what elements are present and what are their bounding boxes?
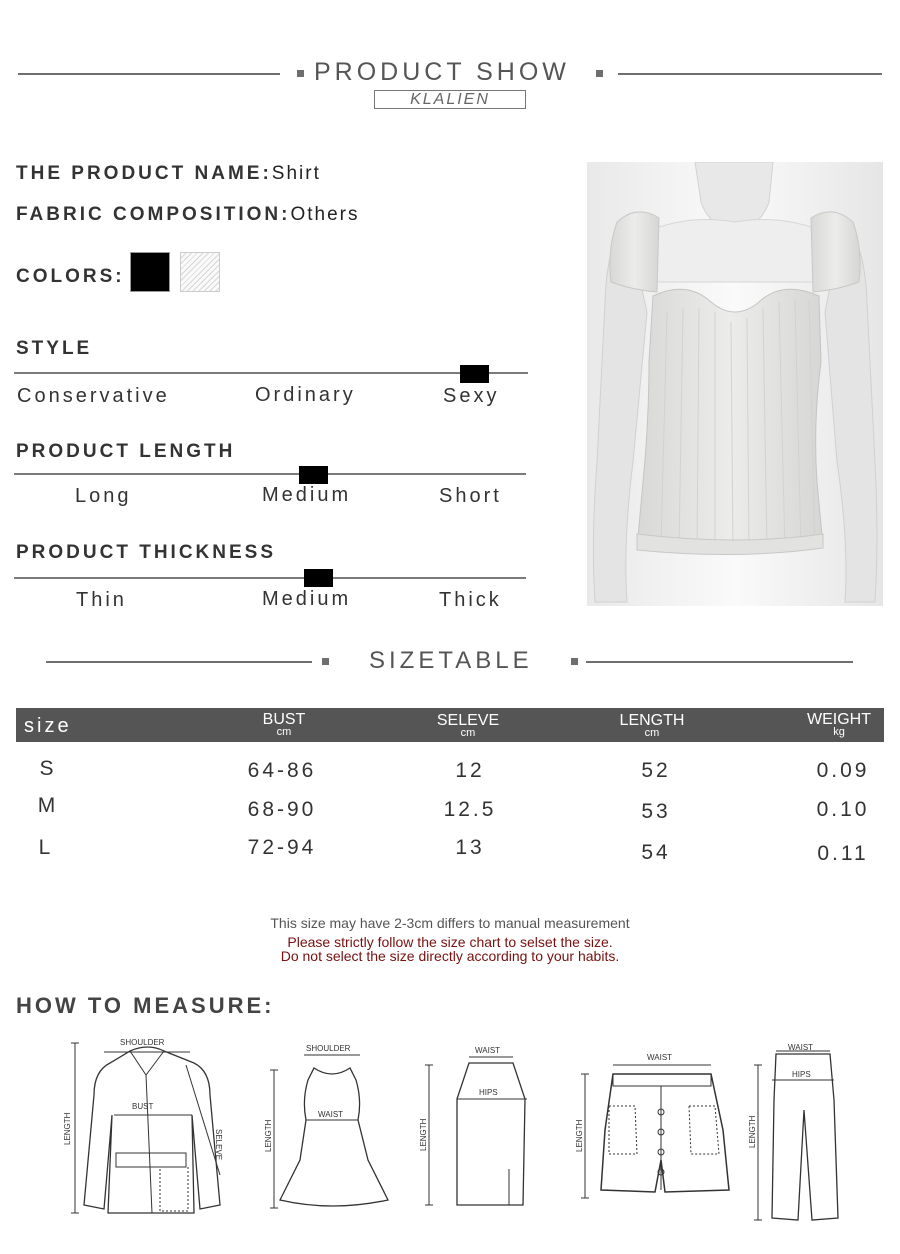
fabric-value: Others xyxy=(290,204,360,225)
col-header-bust: BUST cm xyxy=(262,711,306,738)
header-bullet-right xyxy=(596,70,603,77)
hips-label: HIPS xyxy=(479,1088,498,1097)
length-selected-marker xyxy=(299,466,328,484)
product-photo xyxy=(587,162,883,606)
cell-weight: 0.09 xyxy=(816,759,870,782)
cell-length: 52 xyxy=(641,759,671,782)
shoulder-label: SHOULDER xyxy=(306,1044,351,1053)
cell-size: L xyxy=(38,836,54,859)
bust-label: BUST xyxy=(132,1102,154,1111)
col-header-length: LENGTH cm xyxy=(619,712,685,739)
sizetable-rule-right xyxy=(586,661,853,663)
how-to-measure-title: HOW TO MEASURE: xyxy=(16,993,275,1018)
style-scale-line xyxy=(14,372,528,374)
cell-length: 54 xyxy=(641,841,671,864)
cell-weight: 0.11 xyxy=(817,842,869,865)
length-label: LENGTH xyxy=(63,1112,72,1145)
sizetable-bullet-left xyxy=(322,658,329,665)
product-name-value: Shirt xyxy=(271,163,321,184)
waist-label: WAIST xyxy=(788,1043,814,1052)
colors-label: COLORS: xyxy=(16,266,125,287)
cell-weight: 0.10 xyxy=(816,798,870,821)
cell-bust: 64-86 xyxy=(247,759,317,782)
fabric-row xyxy=(16,204,359,226)
product-name-row xyxy=(16,163,321,185)
col-header-seleve: SELEVE cm xyxy=(436,712,500,739)
pants-measure-diagram xyxy=(748,1040,848,1225)
seleve-label: SELEVE xyxy=(214,1129,223,1161)
waist-label: WAIST xyxy=(647,1053,673,1062)
page-title: PRODUCT SHOW xyxy=(314,58,570,86)
sizetable-bullet-right xyxy=(571,658,578,665)
style-option-sexy: Sexy xyxy=(443,385,500,407)
length-label: LENGTH xyxy=(575,1119,584,1152)
thickness-option-medium: Medium xyxy=(262,588,352,610)
product-name-label: THE PRODUCT NAME: xyxy=(16,163,272,184)
size-table-header xyxy=(16,708,884,742)
size-note-warning-1: Please strictly follow the size chart to selset the size. xyxy=(287,934,613,950)
jacket-measure-diagram xyxy=(60,1035,235,1220)
thickness-option-thick: Thick xyxy=(439,589,502,611)
color-swatch-white[interactable] xyxy=(180,252,220,292)
thickness-selected-marker xyxy=(304,569,333,587)
skirt-measure-diagram xyxy=(413,1045,538,1215)
cell-size: M xyxy=(37,794,59,817)
shoulder-label: SHOULDER xyxy=(120,1038,165,1047)
mannequin-shirt-image xyxy=(587,162,883,606)
thickness-option-thin: Thin xyxy=(76,589,127,611)
cell-bust: 72-94 xyxy=(247,836,317,859)
dress-measure-diagram xyxy=(262,1040,392,1215)
length-label: LENGTH xyxy=(419,1118,428,1151)
thickness-scale-line xyxy=(14,577,526,579)
header-rule-left xyxy=(18,73,280,75)
length-label: LENGTH xyxy=(748,1115,757,1148)
length-option-short: Short xyxy=(439,485,502,507)
style-option-ordinary: Ordinary xyxy=(255,384,356,406)
length-option-long: Long xyxy=(75,485,132,507)
shorts-measure-diagram xyxy=(575,1050,745,1200)
style-title: STYLE xyxy=(16,338,93,359)
sizetable-title: SIZETABLE xyxy=(369,647,533,674)
cell-size: S xyxy=(39,757,57,780)
hips-label: HIPS xyxy=(792,1070,811,1079)
length-scale-line xyxy=(14,473,526,475)
fabric-label: FABRIC COMPOSITION: xyxy=(16,204,291,225)
length-label: LENGTH xyxy=(264,1119,273,1152)
style-option-conservative: Conservative xyxy=(17,385,170,407)
cell-length: 53 xyxy=(641,800,671,823)
cell-seleve: 12.5 xyxy=(443,798,497,821)
header-bullet-left xyxy=(297,70,304,77)
cell-bust: 68-90 xyxy=(247,798,317,821)
col-header-weight: WEIGHT kg xyxy=(807,711,871,738)
sizetable-rule-left xyxy=(46,661,312,663)
size-note-warning-2: Do not select the size directly according to your habits. xyxy=(280,948,620,964)
header-rule-right xyxy=(618,73,882,75)
thickness-title: PRODUCT THICKNESS xyxy=(16,542,277,563)
length-option-medium: Medium xyxy=(262,484,352,506)
cell-seleve: 13 xyxy=(455,836,485,859)
col-header-size: size xyxy=(24,715,72,737)
size-note-measurement: This size may have 2-3cm differs to manual measurement xyxy=(270,915,630,931)
brand-label: KLALIEN xyxy=(374,90,526,109)
length-title: PRODUCT LENGTH xyxy=(16,441,236,462)
cell-seleve: 12 xyxy=(455,759,485,782)
style-selected-marker xyxy=(460,365,489,383)
color-swatch-black[interactable] xyxy=(130,252,170,292)
waist-label: WAIST xyxy=(475,1046,501,1055)
waist-label: WAIST xyxy=(318,1110,344,1119)
